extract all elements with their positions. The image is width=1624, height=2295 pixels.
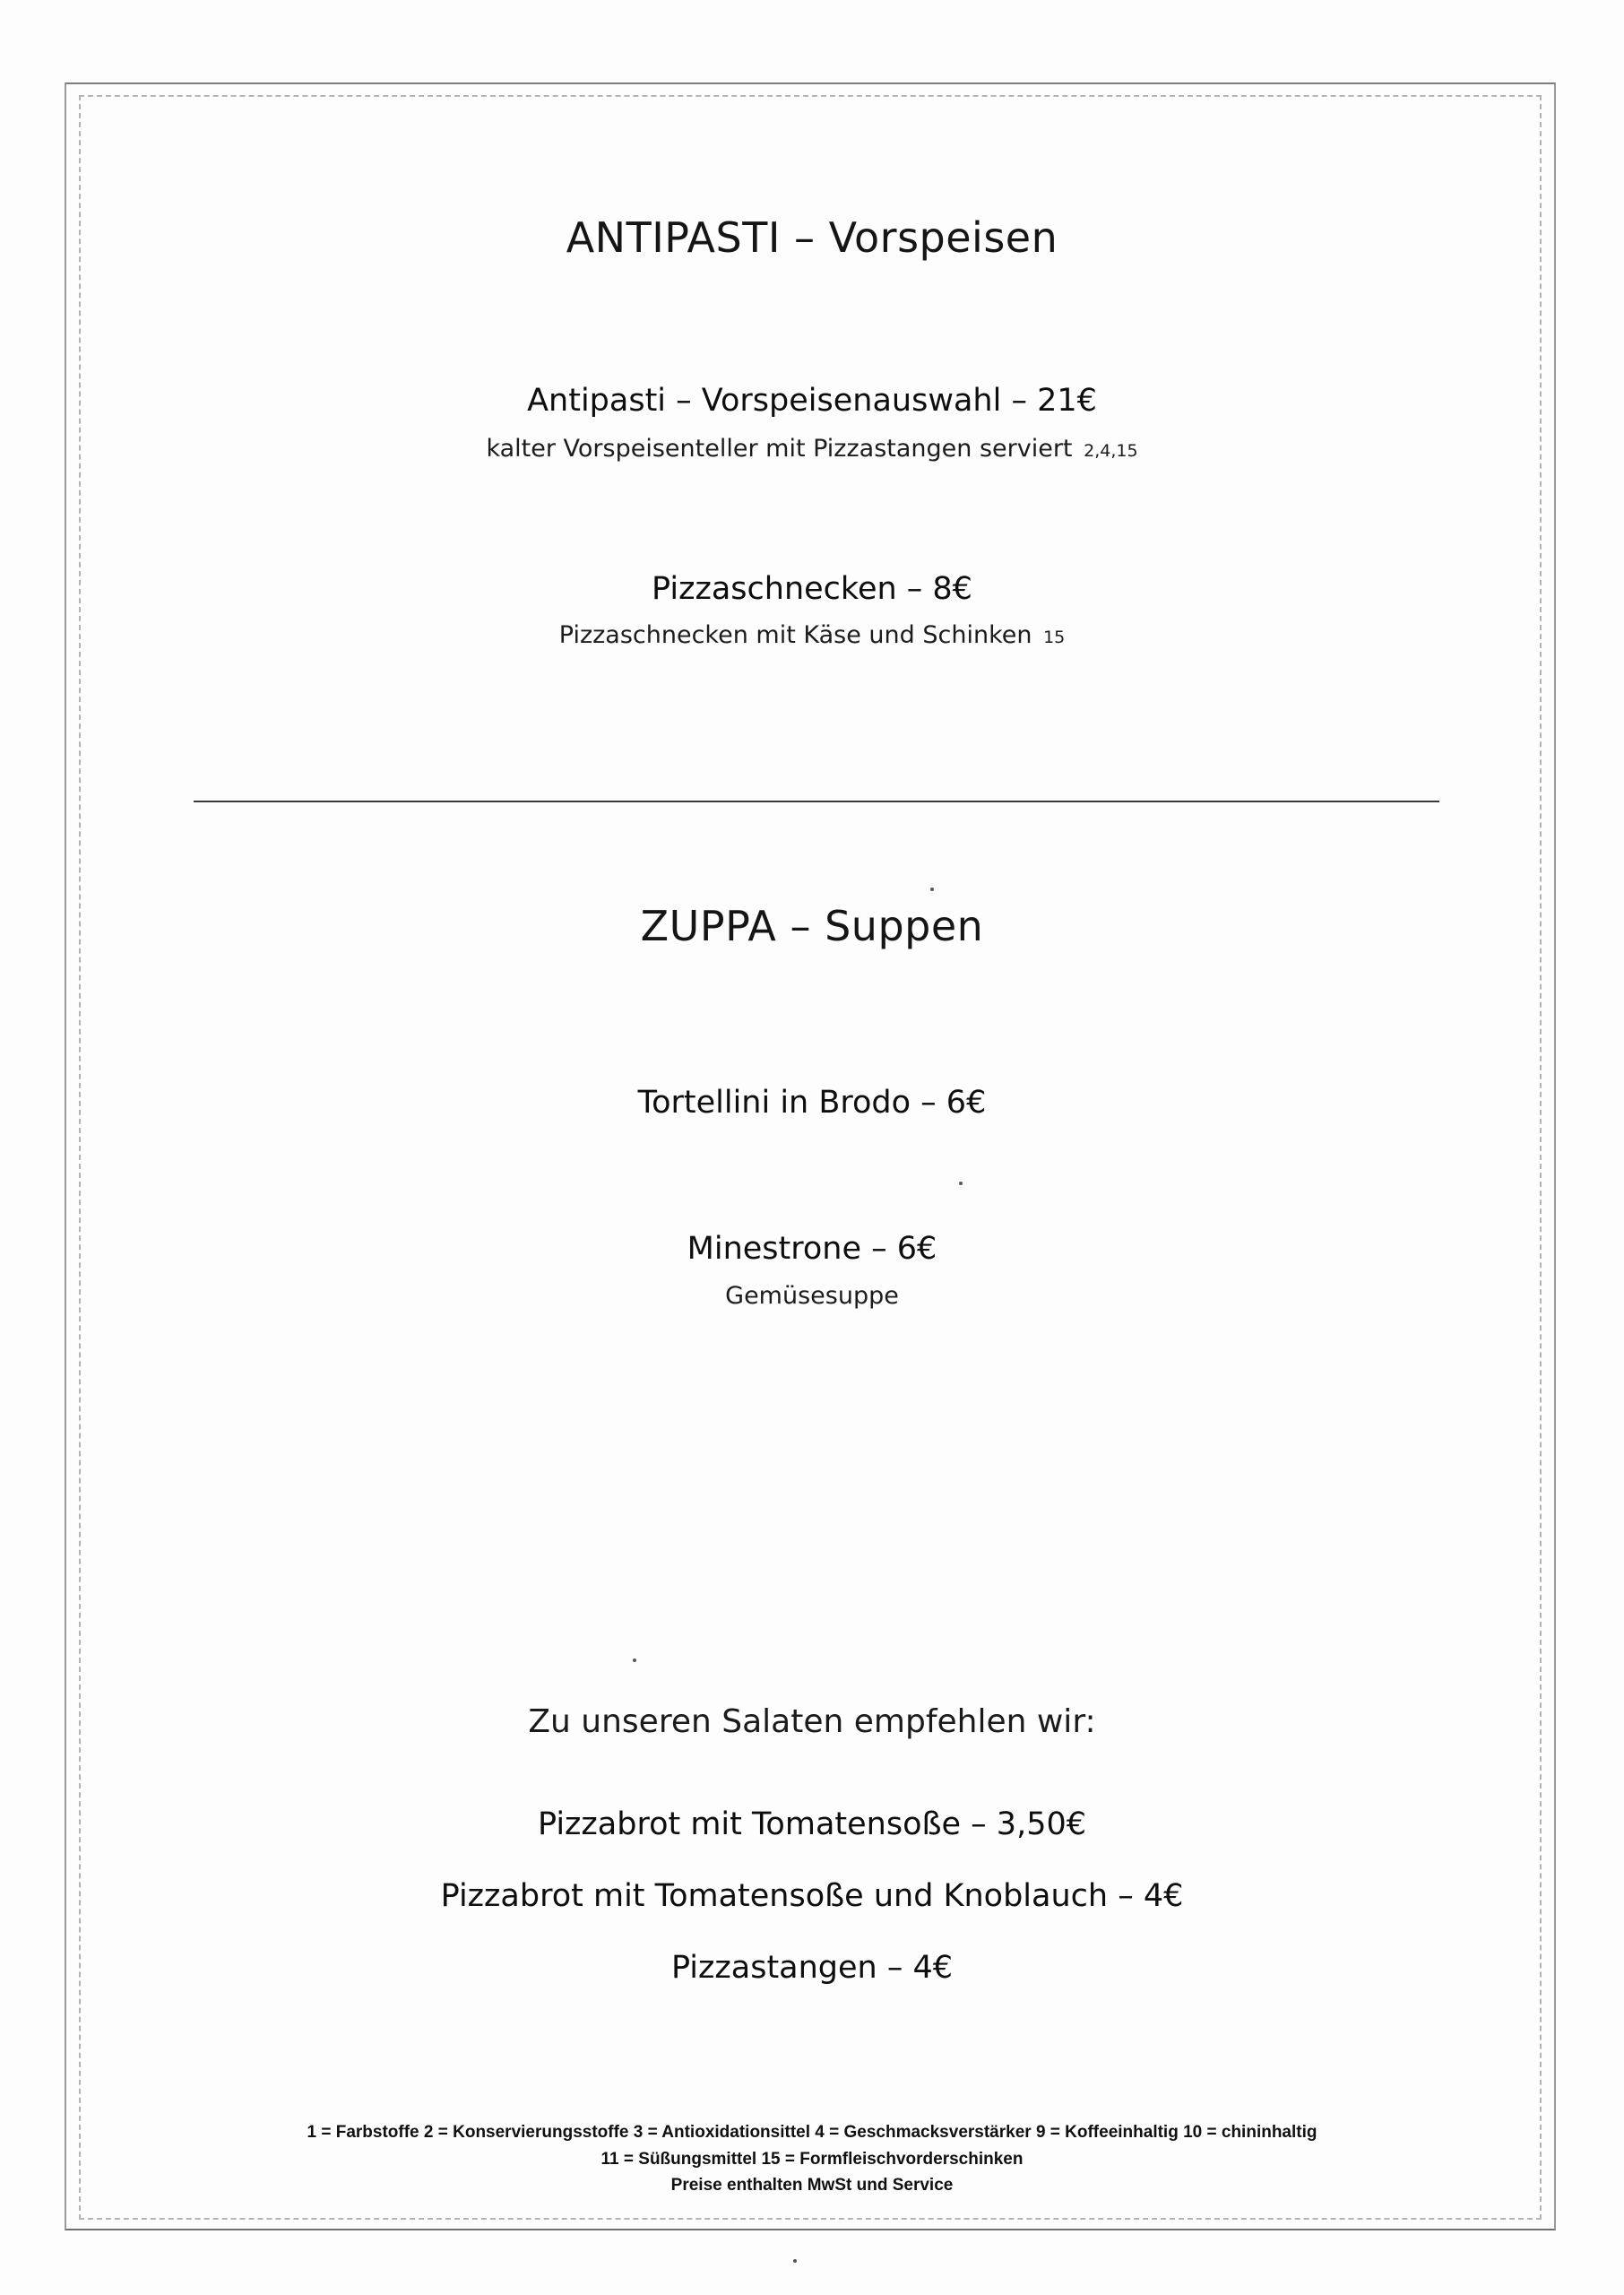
menu-item-name: Pizzastangen – 4€ [670,1950,954,1986]
menu-item-description [81,435,1543,463]
scan-speck [930,888,934,891]
section-title-antipasti: ANTIPASTI – Vorspeisen [566,213,1058,262]
menu-item-name: Minestrone – 6€ [687,1231,937,1267]
menu-item-name: Pizzabrot mit Tomatensoße – 3,50€ [537,1806,1087,1842]
menu-item-description-text: kalter Vorspeisenteller mit Pizzastangen serviert [486,435,1073,463]
allergen-legend-line: 11 = Süßungsmittel 15 = Formfleischvorderschinken [600,2150,1024,2169]
scan-speck [793,2259,797,2263]
scan-speck [633,1658,636,1662]
section-title-zuppa: ZUPPA – Suppen [640,902,984,950]
price-note: Preise enthalten MwSt und Service [670,2176,954,2195]
menu-item-name: Tortellini in Brodo – 6€ [637,1085,987,1121]
menu-item-description [81,621,1543,649]
salad-recommendation-intro: Zu unseren Salaten empfehlen wir: [528,1703,1096,1740]
menu-item-description: Gemüsesuppe [725,1282,899,1310]
scan-speck [959,1182,963,1185]
allergen-legend-line: 1 = Farbstoffe 2 = Konservierungsstoffe 3 = Antioxidationsittel 4 = Geschmacksverstärker 9 = Koffeeinhaltig 10 = chininhaltig [307,2123,1317,2142]
section-divider [194,801,1439,802]
menu-item-description-text: Pizzaschnecken mit Käse und Schinken [558,621,1032,649]
allergen-codes: 15 [1043,628,1066,647]
allergen-codes: 2,4,15 [1084,441,1138,461]
menu-item-name: Pizzabrot mit Tomatensoße und Knoblauch – 4€ [440,1878,1184,1914]
menu-item-name: Antipasti – Vorspeisenauswahl – 21€ [527,383,1097,419]
menu-item-name: Pizzaschnecken – 8€ [652,571,972,607]
